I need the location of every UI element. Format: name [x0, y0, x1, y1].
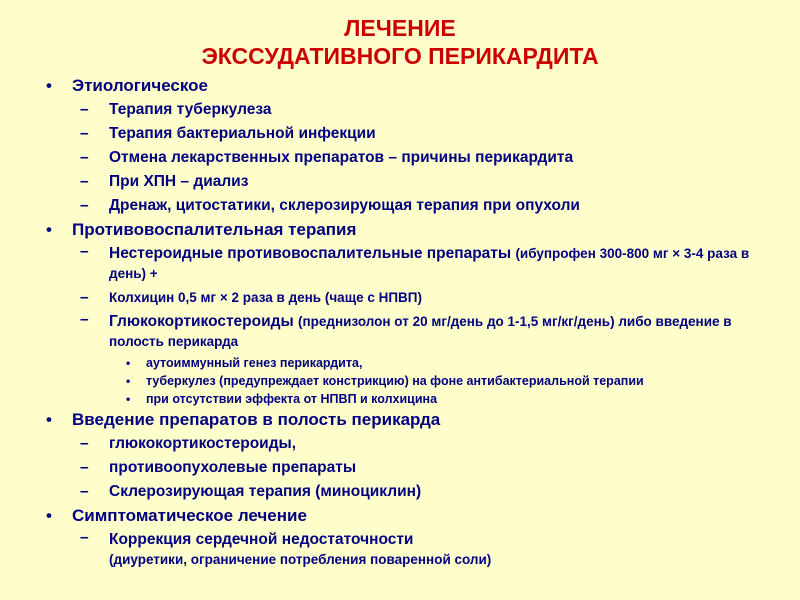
- list-item: – Терапия бактериальной инфекции: [46, 122, 786, 146]
- list-item: – Терапия туберкулеза: [46, 98, 786, 122]
- heart-failure-note: (диуретики, ограничение потребления поваренной соли): [109, 552, 492, 567]
- slide-title: [0, 14, 800, 70]
- nsaid-dosage: (ибупрофен 300-800 мг × 3-4 раза в день) +: [109, 246, 750, 281]
- section-anti-inflammatory: • Противовоспалительная терапия: [46, 218, 786, 242]
- section-etiological: • Этиологическое: [46, 74, 786, 98]
- section-symptomatic: • Симптоматическое лечение: [46, 504, 786, 528]
- list-item: – противоопухолевые препараты: [46, 456, 786, 480]
- bullet-list: [46, 74, 786, 572]
- nsaid-label: Нестероидные противовоспалительные препараты: [109, 245, 512, 262]
- colchicine-text: Колхицин 0,5 мг × 2 раза в день (чаще с НПВП): [109, 290, 422, 305]
- list-item: – Дренаж, цитостатики, склерозирующая терапия при опухоли: [46, 194, 786, 218]
- sub-item: • аутоиммунный генез перикардита,: [46, 354, 786, 372]
- list-item: – Отмена лекарственных препаратов – причины перикардита: [46, 146, 786, 170]
- list-item: – Склерозирующая терапия (миноциклин): [46, 480, 786, 504]
- list-item: – При ХПН – диализ: [46, 170, 786, 194]
- title-line-1: ЛЕЧЕНИЕ: [344, 15, 456, 41]
- list-item-nsaid: [46, 242, 786, 286]
- list-item: – глюкокортикостероиды,: [46, 432, 786, 456]
- list-item-colchicine: [46, 286, 786, 310]
- section-intrapericardial: • Введение препаратов в полость перикарда: [46, 408, 786, 432]
- sub-item: • при отсутствии эффекта от НПВП и колхицина: [46, 390, 786, 408]
- list-item-glucocorticoids: [46, 310, 786, 354]
- glucocorticoids-dosage: (преднизолон от 20 мг/день до 1-1,5 мг/кг/день) либо введение в полость перикарда: [109, 314, 732, 349]
- sub-item: • туберкулез (предупреждает констрикцию) на фоне антибактериальной терапии: [46, 372, 786, 390]
- list-item-heart-failure: [46, 528, 786, 572]
- title-line-2: ЭКССУДАТИВНОГО ПЕРИКАРДИТА: [201, 43, 599, 69]
- glucocorticoids-label: Глюкокортикостероиды: [109, 313, 294, 330]
- heart-failure-label: Коррекция сердечной недостаточности: [109, 531, 414, 548]
